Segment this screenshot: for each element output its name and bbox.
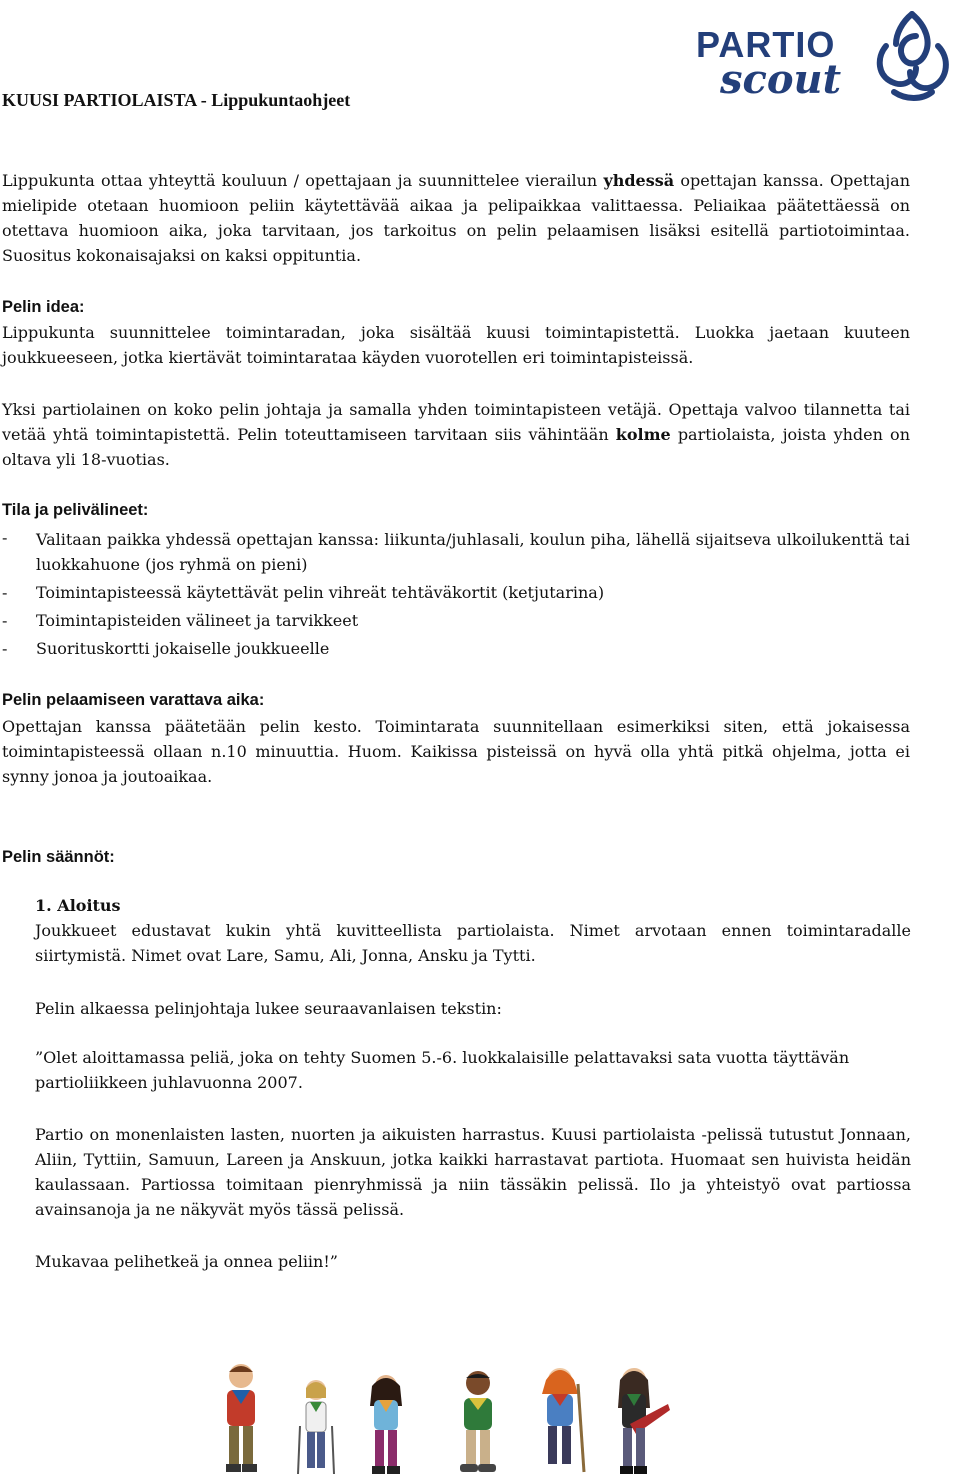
logo-text-scout: scout <box>720 56 842 103</box>
idea-emphasis: kolme <box>615 425 671 444</box>
idea-text-part: partiolaista, joista yhden on oltava yli 18-vuotias. <box>2 425 910 469</box>
intro-paragraph <box>2 168 910 268</box>
time-paragraph: Opettajan kanssa päätetään pelin kesto. Toimintarata suunnitellaan esimerkiksi siten, että jokaisessa toimintapisteessä ollaan n.10 minuuttia. Huom. Kaikissa pisteissä on hyvä olla yhtä pitkä ohjelma, jotta ei synny jonoa ja joutoaikaa. <box>2 717 910 786</box>
partio-scout-logo <box>692 6 960 106</box>
list-item: - Toimintapisteiden välineet ja tarvikkeet <box>2 607 910 635</box>
rules-quote-paragraph: ”Olet aloittamassa peliä, joka on tehty Suomen 5.-6. luokkalaisille pelattavaksi sata vuotta täyttävän partioliikkeen juhlavuonna 2007. <box>35 1048 850 1092</box>
section-heading-time: Pelin pelaamiseen varattava aika: <box>2 691 265 709</box>
list-dash: - <box>2 639 8 658</box>
equipment-list <box>2 525 910 663</box>
six-scouts-illustration <box>212 1358 672 1476</box>
rules-paragraph-4: Partio on monenlaisten lasten, nuorten ja aikuisten harrastus. Kuusi partiolaista -pelissä tutustut Jonnaan, Aliin, Tyttiin, Samuun, Lareen ja Anskuun, jotka kaikki harrastavat partiota. Huomaat sen huivista heidän kaulassaan. Partiossa toimitaan pienryhmissä ja niin tässäkin pelissä. Ilo ja yhteistyö ovat partiossa avainsanoja ja ne näkyvät myös tässä pelissä. <box>35 1125 911 1219</box>
list-dash: - <box>2 528 8 547</box>
idea-paragraph-1: Lippukunta suunnittelee toimintaradan, joka sisältää kuusi toimintapistettä. Luokka jaetaan kuuteen joukkueeseen, jotka kiertävät toimintarataa käyden vuorotellen eri toimintapisteissä. <box>2 323 910 367</box>
document-title: KUUSI PARTIOLAISTA - Lippukuntaohjeet <box>2 90 351 110</box>
list-item: - Toimintapisteessä käytettävät pelin vihreät tehtäväkortit (ketjutarina) <box>2 579 910 607</box>
intro-text-part: opettajan kanssa. Opettajan mielipide otetaan huomioon peliin käytettävää aikaa ja pelipaikkaa valittaessa. Peliaikaa päätettäessä on otettava huomioon aika, joka tarvitaan, jos tarkoitus on pelin pelaamisen lisäksi esitellä partiotoimintaa. Suositus kokonaisajaksi on kaksi oppituntia. <box>2 171 911 265</box>
idea-paragraph-2 <box>2 397 910 472</box>
intro-text-part: Lippukunta ottaa yhteyttä kouluun / opettajaan ja suunnittelee vierailun <box>2 171 604 190</box>
logo-text-partio: PARTIO <box>696 24 836 65</box>
idea-text-part: Yksi partiolainen on koko pelin johtaja ja samalla yhden toimintapisteen vetäjä. Opettaja valvoo tilannetta tai vetää yhtä toimintapistettä. Pelin toteuttamiseen tarvitaan siis vähintään <box>2 400 910 444</box>
list-dash: - <box>2 611 8 630</box>
list-dash: - <box>2 583 8 602</box>
list-item: - Valitaan paikka yhdessä opettajan kanssa: liikunta/juhlasali, koulun piha, lähellä sijaitseva ulkoilukenttä tai luokkahuone (jos ryhmä on pieni) <box>2 525 910 579</box>
scout-figure-6-icon <box>610 1364 672 1476</box>
rules-closing-line: Mukavaa pelihetkeä ja onnea peliin!” <box>35 1252 338 1271</box>
section-heading-idea: Pelin idea: <box>2 298 85 316</box>
scout-figure-4-icon <box>448 1368 508 1476</box>
rules-paragraph-2: Pelin alkaessa pelinjohtaja lukee seuraavanlaisen tekstin: <box>35 999 502 1018</box>
intro-emphasis: yhdessä <box>603 171 675 190</box>
section-heading-rules: Pelin säännöt: <box>2 848 115 866</box>
rules-paragraph-1: Joukkueet edustavat kukin yhtä kuvitteellista partiolaista. Nimet arvotaan ennen toimintaradalle siirtymistä. Nimet ovat Lare, Samu, Ali, Jonna, Ansku ja Tytti. <box>35 921 911 965</box>
scout-figure-2-icon <box>294 1376 338 1476</box>
scout-lily-emblem-icon <box>866 6 958 106</box>
section-heading-equipment: Tila ja pelivälineet: <box>2 501 149 519</box>
scout-figure-1-icon <box>212 1360 270 1476</box>
list-item: - Suorituskortti jokaiselle joukkueelle <box>2 635 910 663</box>
scout-figure-3-icon <box>362 1372 410 1476</box>
scout-figure-5-icon <box>534 1364 590 1476</box>
rules-section-1-title: 1. Aloitus <box>35 896 121 915</box>
